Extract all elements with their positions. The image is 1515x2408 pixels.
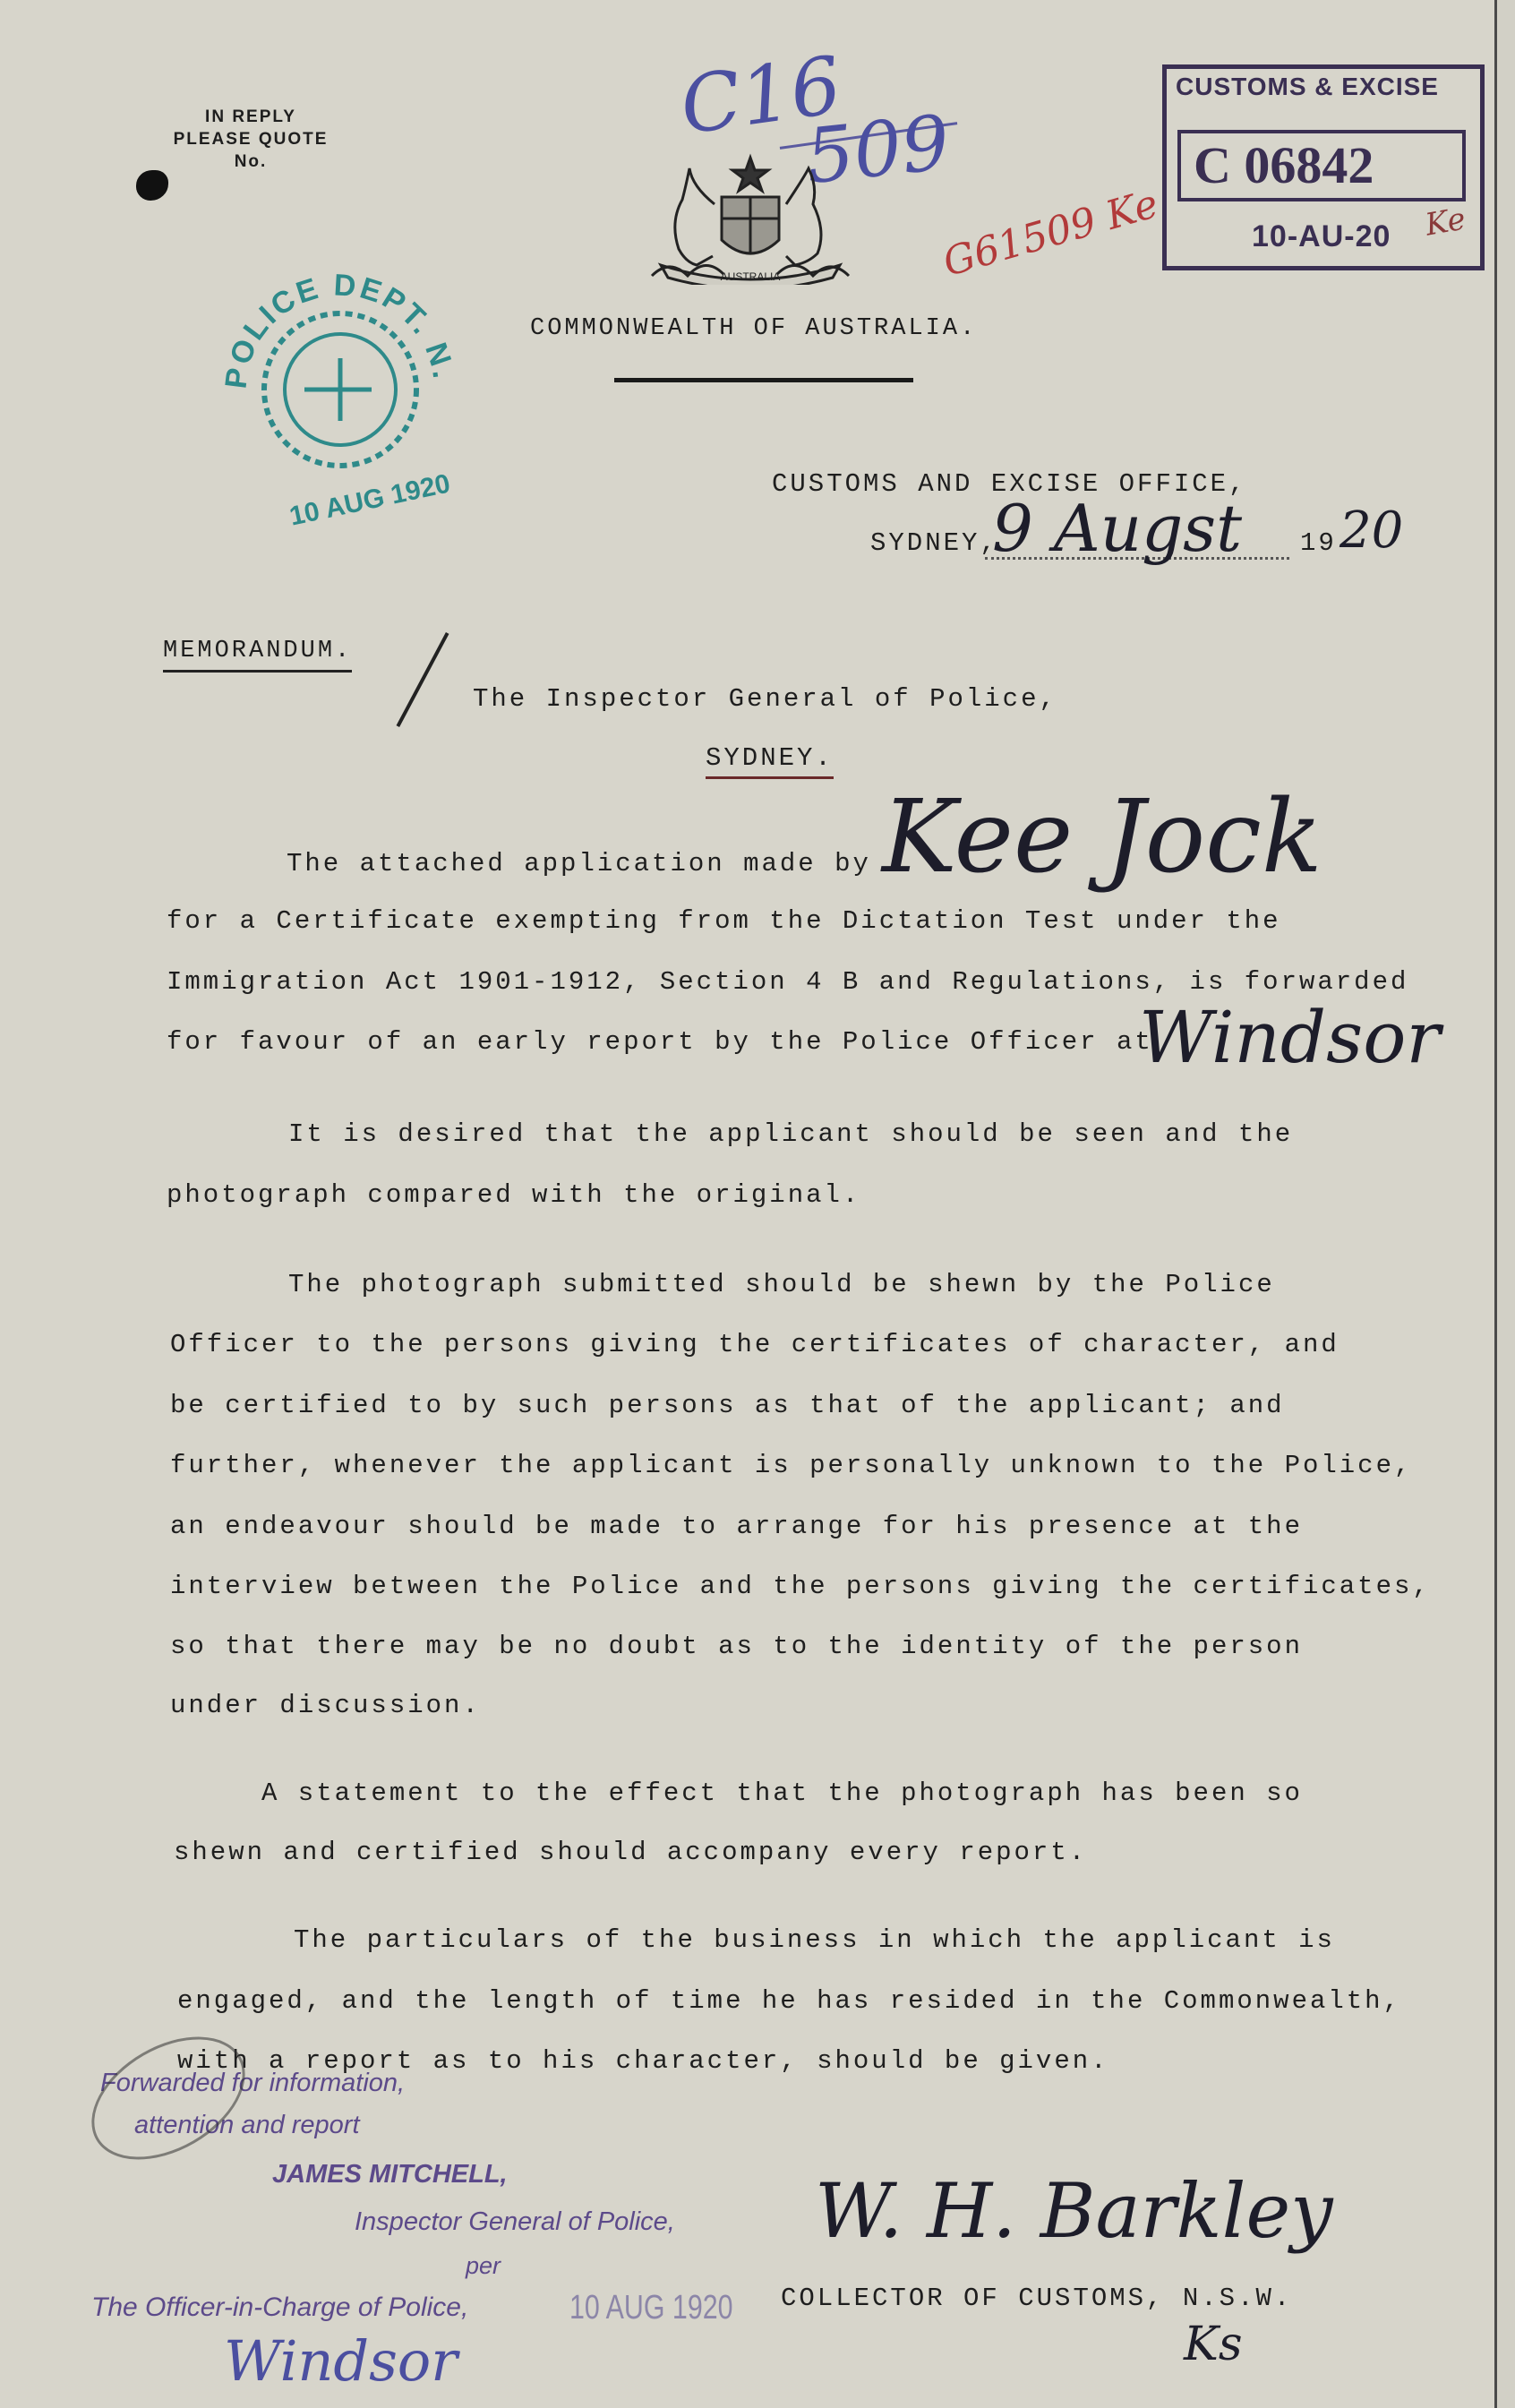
forwarding-name: JAMES MITCHELL, bbox=[272, 2160, 508, 2189]
coat-of-arms-icon bbox=[643, 150, 858, 285]
page-title: COMMONWEALTH OF AUSTRALIA. bbox=[530, 315, 978, 342]
reply-note bbox=[152, 106, 349, 173]
office-year-handwritten: 20 bbox=[1340, 501, 1404, 560]
p3-line4: further, whenever the applicant is personally unknown to the Police, bbox=[170, 1451, 1413, 1480]
forwarding-date: 10 AUG 1920 bbox=[569, 2289, 733, 2327]
forwarding-to: The Officer-in-Charge of Police, bbox=[91, 2292, 469, 2322]
reply-note-line1: IN REPLY bbox=[205, 107, 296, 126]
applicant-name: Kee Jock bbox=[882, 779, 1322, 896]
office-city: SYDNEY, bbox=[870, 528, 998, 558]
p3-line6: interview between the Police and the persons giving the certificates, bbox=[170, 1572, 1431, 1601]
p5-line2: engaged, and the length of time he has resided in the Commonwealth, bbox=[177, 1986, 1401, 2016]
p1-line4: for favour of an early report by the Police Officer at bbox=[167, 1027, 1153, 1057]
file-number-bottom: 509 bbox=[801, 98, 954, 201]
file-number-top: C16 bbox=[674, 39, 847, 152]
p3-line5: an endeavour should be made to arrange for his presence at the bbox=[170, 1512, 1303, 1541]
p1-line1: The attached application made by bbox=[287, 849, 871, 878]
signature-title: COLLECTOR OF CUSTOMS, N.S.W. bbox=[781, 2284, 1293, 2313]
heading-rule bbox=[614, 378, 913, 382]
signature-handwritten: W. H. Barkley bbox=[815, 2167, 1333, 2255]
p3-line7: so that there may be no doubt as to the identity of the person bbox=[170, 1632, 1303, 1661]
p5-line3: with a report as to his character, should be given. bbox=[177, 2046, 1109, 2076]
p1-line2: for a Certificate exempting from the Dictation Test under the bbox=[167, 906, 1281, 936]
p3-line3: be certified to by such persons as that of the applicant; and bbox=[170, 1391, 1285, 1420]
forwarding-line1: Forwarded for information, bbox=[100, 2069, 406, 2097]
memo-label: MEMORANDUM. bbox=[163, 638, 352, 673]
p2-line2: photograph compared with the original. bbox=[167, 1180, 861, 1210]
office-year-prefix: 19 bbox=[1300, 528, 1337, 558]
coat-of-arms bbox=[643, 150, 858, 285]
police-stamp-ring-text: POLICE DEPT. N. bbox=[218, 268, 461, 391]
customs-stamp-initials: Ke bbox=[1422, 201, 1468, 244]
addressee-line1: The Inspector General of Police, bbox=[473, 684, 1057, 714]
file-number-red: G61509 Ke bbox=[937, 180, 1164, 287]
p4-line1: A statement to the effect that the photograph has been so bbox=[261, 1778, 1303, 1808]
date-handwritten: 9 Augst bbox=[992, 491, 1243, 566]
coat-of-arms-label: AUSTRALIA bbox=[720, 270, 781, 283]
customs-stamp-header: CUSTOMS & EXCISE bbox=[1176, 73, 1439, 100]
addressee-tick bbox=[397, 632, 449, 727]
punch-hole bbox=[136, 170, 168, 201]
signature-initials: Ks bbox=[1184, 2318, 1243, 2371]
customs-stamp-number: C 06842 bbox=[1177, 130, 1466, 201]
p3-line8: under discussion. bbox=[170, 1691, 481, 1720]
office-line1: CUSTOMS AND EXCISE OFFICE, bbox=[772, 469, 1247, 499]
p2-line1: It is desired that the applicant should be seen and the bbox=[288, 1119, 1294, 1149]
police-location: Windsor bbox=[1139, 996, 1441, 1079]
forwarding-place: Windsor bbox=[224, 2328, 458, 2394]
initials-scribble bbox=[70, 2011, 266, 2184]
forwarding-line2: attention and report bbox=[134, 2111, 360, 2139]
addressee-line2: SYDNEY. bbox=[706, 743, 834, 779]
forwarding-per: per bbox=[466, 2252, 501, 2279]
customs-stamp-date: 10-AU-20 bbox=[1252, 219, 1391, 253]
p4-line2: shewn and certified should accompany every report. bbox=[174, 1838, 1088, 1867]
police-stamp-date: 10 AUG 1920 bbox=[287, 468, 453, 532]
forwarding-title: Inspector General of Police, bbox=[355, 2207, 675, 2236]
reply-note-line3: No. bbox=[234, 152, 268, 171]
svg-text:POLICE DEPT. N.S.W. bbox=[206, 255, 461, 390]
reply-note-line2: PLEASE QUOTE bbox=[173, 130, 329, 149]
p5-line1: The particulars of the business in which the applicant is bbox=[294, 1925, 1335, 1955]
p3-line1: The photograph submitted should be shewn by the Police bbox=[288, 1270, 1275, 1299]
p1-line3: Immigration Act 1901-1912, Section 4 B and Regulations, is forwarded bbox=[167, 967, 1409, 997]
p3-line2: Officer to the persons giving the certificates of character, and bbox=[170, 1330, 1340, 1359]
